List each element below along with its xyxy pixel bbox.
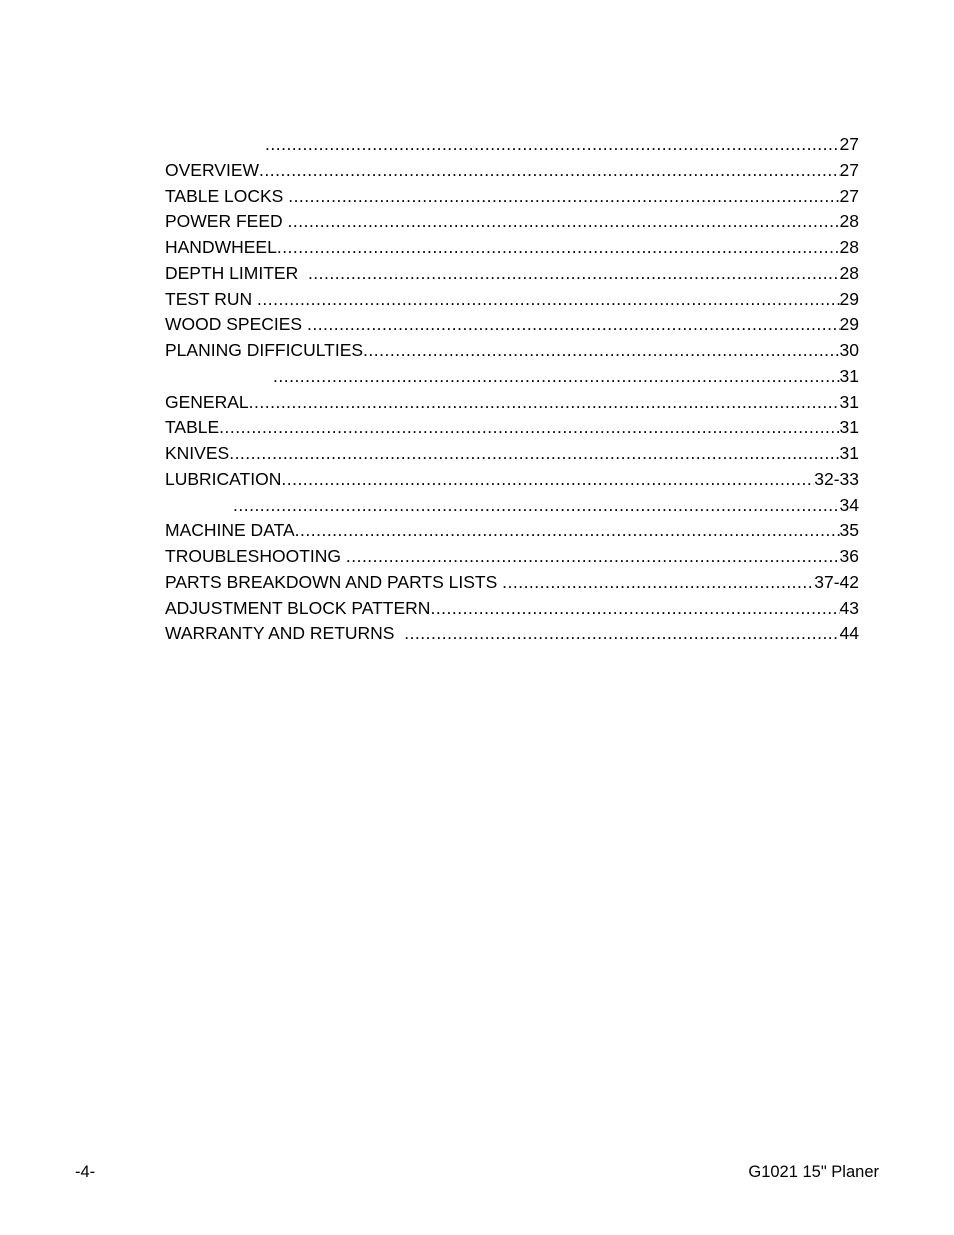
toc-dot-leader [259,158,840,184]
toc-entry-label: TROUBLESHOOTING [165,546,346,566]
toc-entry-page: 29 [839,288,859,309]
toc-dot-leader [219,415,839,441]
toc-entry [165,209,859,235]
toc-entry-label: LUBRICATION [165,468,282,489]
toc-entry-label: ADJUSTMENT BLOCK PATTERN [165,597,431,618]
toc-dot-leader [229,441,839,467]
toc-entry-page: 29 [839,314,859,335]
footer-page-number: -4- [75,1163,96,1181]
toc-entry-page: 27 [839,159,859,180]
toc-dot-leader [288,184,839,210]
toc-entry [165,184,859,210]
toc-entry-page: 28 [839,211,859,232]
toc-entry-page: 36 [839,546,859,566]
toc-entry [165,364,859,390]
toc-entry [165,518,859,544]
toc-entry-page: 28 [839,237,859,257]
toc-dot-leader [295,518,840,544]
toc-entry [165,390,859,416]
toc-entry-page: 32-33 [814,468,859,489]
toc-dot-leader [308,261,840,287]
toc-dot-leader [265,132,840,158]
toc-dot-leader [257,287,839,313]
toc-entry-label: OVERVIEW [165,159,260,180]
toc-dot-leader [249,390,840,416]
toc-entry-label: MACHINE DATA [165,520,295,541]
toc-entry [165,312,859,338]
toc-entry-page: 27 [839,134,859,154]
toc-entry-label: TEST RUN [165,288,258,309]
toc-dot-leader [404,621,839,647]
toc-entry-label: WOOD SPECIES [165,314,307,335]
toc-dot-leader [307,312,840,338]
toc-entry-page: 31 [839,391,859,412]
toc-entry-page: 35 [839,520,859,541]
toc-dot-leader [363,338,839,364]
toc-entry [165,132,859,158]
toc-entry-page: 31 [839,443,859,463]
toc-dot-leader [288,209,840,235]
toc-entry [165,570,859,596]
toc-entry-page: 44 [839,623,859,644]
toc-entry-label: GENERAL [165,391,249,412]
toc-entry-page: 34 [839,494,859,515]
toc-entry-label: TABLE LOCKS [165,185,289,206]
toc-dot-leader [281,467,814,493]
toc-entry-label: DEPTH LIMITER [165,262,308,283]
toc-entry [165,596,859,622]
toc-entry [165,621,859,647]
toc-entry-label: PLANING DIFFICULTIES [165,340,364,360]
toc-entry-page: 27 [839,185,859,206]
toc-entry [165,441,859,467]
toc-dot-leader [277,235,840,261]
toc-entry-label: TABLE [165,417,220,438]
toc-dot-leader [233,493,840,519]
toc-entry-label: PARTS BREAKDOWN AND PARTS LISTS [165,571,503,592]
toc-entry [165,338,859,364]
toc-entry-label: KNIVES [165,443,230,463]
toc-entry-label: POWER FEED [165,211,288,232]
toc-entry-page: 37-42 [814,571,859,592]
toc-entry-label: WARRANTY AND RETURNS [165,623,405,644]
toc-entry-page: 43 [839,597,859,618]
toc-entry-page: 31 [839,417,859,438]
toc-entry [165,415,859,441]
toc-entry [165,287,859,313]
toc-entry [165,467,859,493]
toc-entry [165,235,859,261]
toc-dot-leader [430,596,839,622]
toc-dot-leader [502,570,814,596]
footer-model: G1021 15" Planer [748,1163,879,1181]
toc-dot-leader [273,364,840,390]
toc-entry-page: 31 [839,365,859,386]
toc-entry [165,544,859,570]
toc-dot-leader [346,544,840,570]
toc-entry-label: HANDWHEEL [165,237,277,257]
toc-entry-page: 30 [839,340,859,360]
toc-entry-page: 28 [839,262,859,283]
table-of-contents [165,132,859,647]
toc-entry [165,261,859,287]
toc-entry [165,158,859,184]
toc-entry [165,493,859,519]
